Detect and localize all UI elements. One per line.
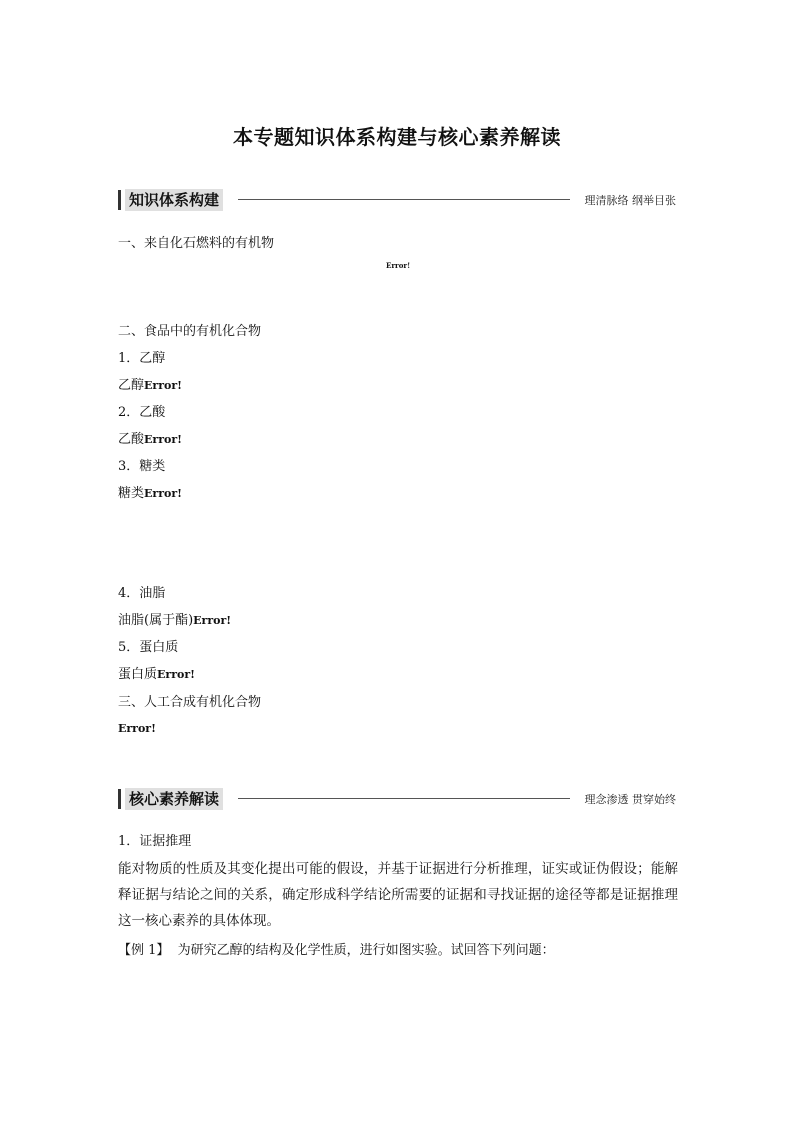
section-label: 知识体系构建 (125, 189, 223, 211)
error-placeholder: Error! (157, 668, 195, 681)
item-text: 乙酸 (118, 432, 145, 447)
section-header-knowledge (118, 189, 676, 211)
heading-fossil-fuels: 一、来自化石燃料的有机物 (118, 236, 275, 251)
core-paragraph: 能对物质的性质及其变化提出可能的假设，并基于证据进行分析推理，证实或证伪假设；能解释证据与结论之间的关系，确定形成科学结论所需要的证据和寻找证据的途径等都是证据推理这一核心素养的具体体现。 (118, 861, 678, 929)
example-question (118, 943, 555, 959)
heading-food-organics: 二、食品中的有机化合物 (118, 324, 262, 339)
page-title: 本专题知识体系构建与核心素养解读 (233, 125, 561, 149)
section-divider (238, 798, 570, 799)
heading-synthetic-organics: 三、人工合成有机化合物 (118, 695, 262, 710)
item-fats-body (118, 613, 231, 629)
error-placeholder: Error! (118, 722, 156, 735)
error-placeholder: Error! (144, 433, 182, 446)
item-acetic-acid: 2．乙酸 (118, 405, 166, 420)
item-text: 蛋白质 (118, 667, 158, 682)
item-acetic-acid-body (118, 432, 182, 448)
section-header-core-literacy (118, 788, 676, 810)
error-placeholder: Error! (193, 614, 232, 627)
error-placeholder: Error! (144, 379, 182, 392)
section-subtitle: 理清脉络 纲举目张 (584, 194, 676, 207)
section-marker-bar (118, 190, 121, 210)
item-text: 糖类 (118, 486, 145, 501)
item-sugars: 3．糖类 (118, 459, 166, 474)
item-text: 乙醇 (118, 378, 145, 393)
section-marker-bar (118, 789, 121, 809)
example-text: 为研究乙醇的结构及化学性质，进行如图实验。试回答下列问题： (177, 943, 555, 958)
item-protein: 5．蛋白质 (118, 640, 179, 655)
item-ethanol: 1．乙醇 (118, 351, 166, 366)
item-sugars-body (118, 486, 182, 502)
section-divider (238, 199, 570, 200)
item-fats: 4．油脂 (118, 586, 166, 601)
section-subtitle: 理念渗透 贯穿始终 (584, 793, 676, 806)
item-text: 油脂(属于酯) (118, 613, 194, 628)
core-item-evidence-reasoning: 1．证据推理 (118, 834, 192, 849)
section-label: 核心素养解读 (125, 788, 223, 810)
item-ethanol-body (118, 378, 182, 394)
error-placeholder: Error! (386, 261, 411, 270)
example-tag: 【例 1】 (118, 943, 170, 958)
item-protein-body (118, 667, 195, 683)
error-placeholder: Error! (144, 487, 182, 500)
